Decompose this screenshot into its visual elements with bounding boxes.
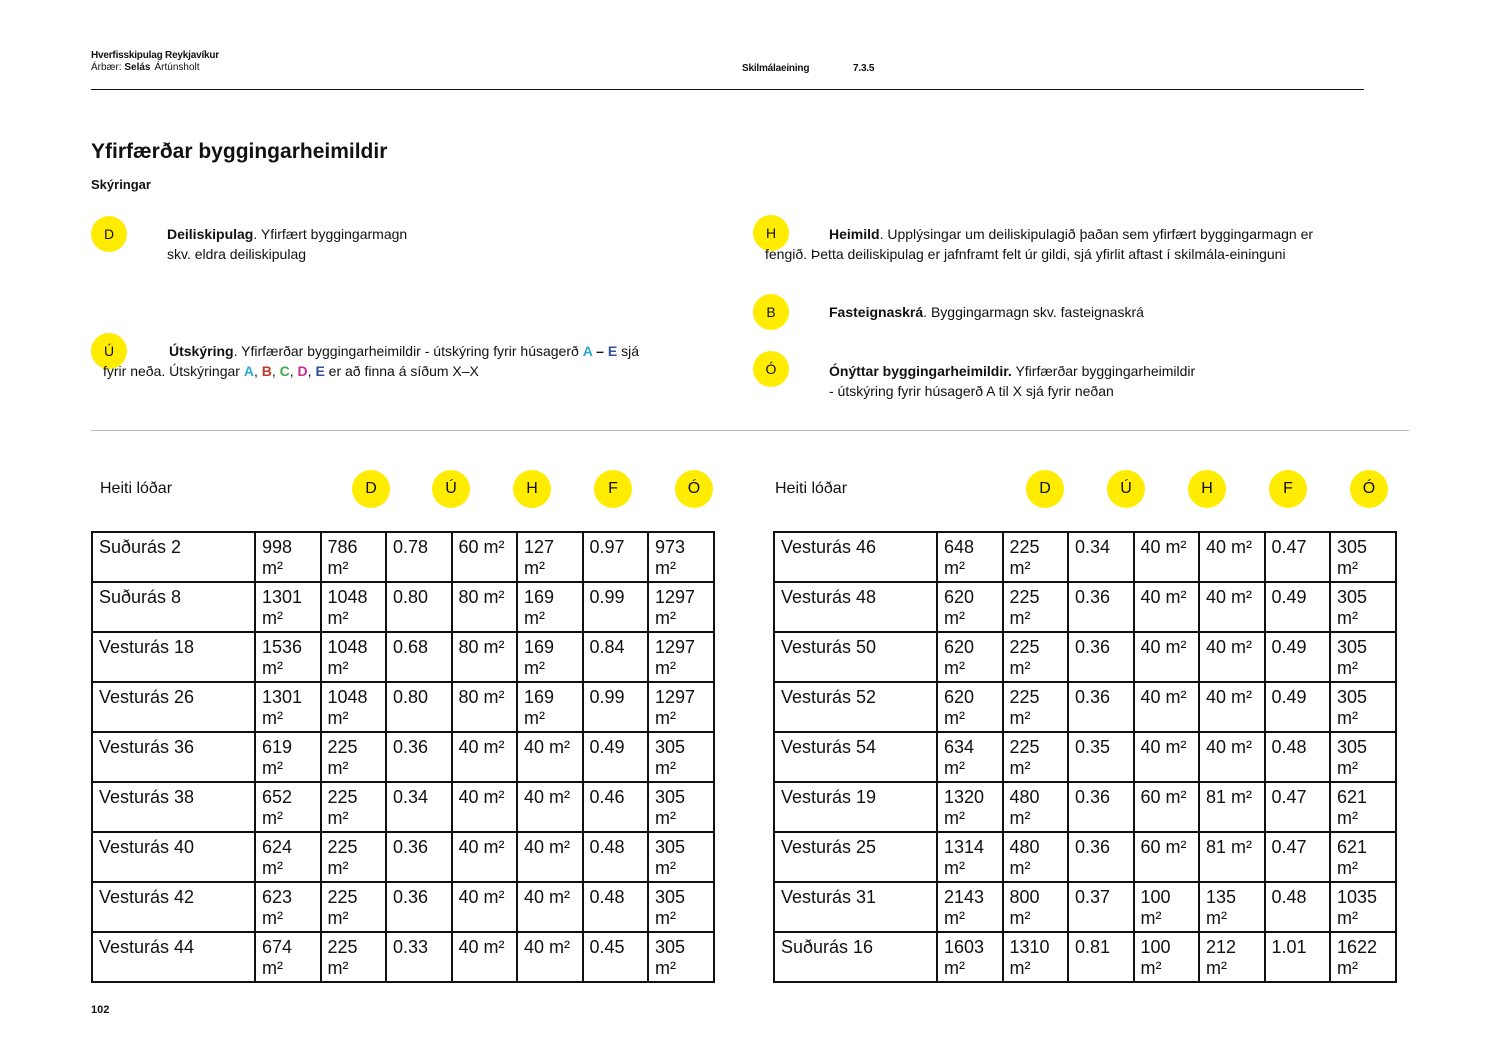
- value-cell: 40 m²: [517, 832, 583, 882]
- value-cell: 305 m²: [648, 732, 714, 782]
- value-cell: 620 m²: [937, 582, 1003, 632]
- legend-text: sjá: [617, 343, 639, 359]
- lot-name-cell: Vesturás 36: [92, 732, 255, 782]
- value-cell: 40 m²: [452, 882, 518, 932]
- table-row: [774, 532, 1396, 582]
- table-row: [774, 782, 1396, 832]
- value-cell: 40 m²: [517, 782, 583, 832]
- value-cell: 800 m²: [1003, 882, 1069, 932]
- document-subtitle: [91, 62, 200, 73]
- legend-badge-o: Ó: [753, 351, 789, 387]
- document-title: Hverfisskipulag Reykjavíkur: [91, 50, 219, 61]
- value-cell: 40 m²: [1199, 582, 1265, 632]
- value-cell: 621 m²: [1330, 782, 1396, 832]
- column-header-d: D: [352, 470, 390, 508]
- lot-name-cell: Vesturás 38: [92, 782, 255, 832]
- value-cell: 135 m²: [1199, 882, 1265, 932]
- value-cell: 80 m²: [452, 582, 518, 632]
- value-cell: 0.36: [1068, 582, 1134, 632]
- value-cell: 305 m²: [1330, 682, 1396, 732]
- dash: –: [592, 343, 608, 359]
- value-cell: 225 m²: [1003, 732, 1069, 782]
- value-cell: 225 m²: [321, 782, 387, 832]
- comma: ,: [307, 363, 316, 379]
- value-cell: 0.49: [1265, 682, 1331, 732]
- lot-name-cell: Vesturás 44: [92, 932, 255, 982]
- value-cell: 1.01: [1265, 932, 1331, 982]
- value-cell: 80 m²: [452, 682, 518, 732]
- value-cell: 0.49: [1265, 582, 1331, 632]
- value-cell: 225 m²: [1003, 682, 1069, 732]
- value-cell: 786 m²: [321, 532, 387, 582]
- value-cell: 0.80: [386, 582, 452, 632]
- lot-name-cell: Vesturás 46: [774, 532, 937, 582]
- letter-e: E: [315, 363, 325, 379]
- value-cell: 0.48: [583, 882, 649, 932]
- value-cell: 0.34: [1068, 532, 1134, 582]
- lot-name-cell: Suðurás 2: [92, 532, 255, 582]
- value-cell: 40 m²: [517, 932, 583, 982]
- value-cell: 0.81: [1068, 932, 1134, 982]
- value-cell: 1301 m²: [255, 682, 321, 732]
- table-row: [92, 732, 714, 782]
- value-cell: 1297 m²: [648, 682, 714, 732]
- value-cell: 225 m²: [321, 732, 387, 782]
- value-cell: 1536 m²: [255, 632, 321, 682]
- value-cell: 0.33: [386, 932, 452, 982]
- legend-item-h: [765, 224, 1355, 264]
- value-cell: 40 m²: [1199, 632, 1265, 682]
- legend-heading: Skýringar: [91, 177, 151, 192]
- table-row: [774, 682, 1396, 732]
- value-cell: 305 m²: [648, 882, 714, 932]
- legend-text: - útskýring fyrir húsagerð A til X sjá fyrir neðan: [829, 383, 1114, 399]
- legend-badge-u: Ú: [91, 333, 127, 369]
- value-cell: 40 m²: [517, 882, 583, 932]
- legend-term: Ónýttar byggingarheimildir.: [829, 363, 1012, 379]
- column-header-h: H: [1188, 470, 1226, 508]
- right-data-table: [773, 531, 1397, 983]
- table-row: [774, 632, 1396, 682]
- legend-term: Heimild: [829, 226, 880, 242]
- value-cell: 169 m²: [517, 632, 583, 682]
- lot-name-cell: Vesturás 42: [92, 882, 255, 932]
- lot-name-cell: Suðurás 16: [774, 932, 937, 982]
- value-cell: 225 m²: [321, 832, 387, 882]
- value-cell: 1301 m²: [255, 582, 321, 632]
- subtitle-prefix: Árbær:: [91, 62, 125, 73]
- legend-term: Útskýring: [169, 343, 234, 359]
- comma: ,: [289, 363, 298, 379]
- value-cell: 81 m²: [1199, 832, 1265, 882]
- value-cell: 480 m²: [1003, 782, 1069, 832]
- value-cell: 40 m²: [1134, 682, 1200, 732]
- subtitle-area-b: Ártúnsholt: [154, 62, 200, 73]
- lot-name-cell: Vesturás 26: [92, 682, 255, 732]
- value-cell: 0.36: [386, 832, 452, 882]
- header-divider: [91, 89, 1364, 90]
- value-cell: 480 m²: [1003, 832, 1069, 882]
- table-row: [774, 932, 1396, 982]
- column-header-d: D: [1026, 470, 1064, 508]
- table-row: [92, 582, 714, 632]
- letter-a: A: [582, 343, 593, 359]
- value-cell: 40 m²: [1134, 532, 1200, 582]
- value-cell: 0.48: [1265, 732, 1331, 782]
- value-cell: 0.47: [1265, 782, 1331, 832]
- value-cell: 2143 m²: [937, 882, 1003, 932]
- lot-name-cell: Vesturás 25: [774, 832, 937, 882]
- letter-a: A: [243, 363, 254, 379]
- value-cell: 40 m²: [1134, 582, 1200, 632]
- value-cell: 0.49: [1265, 632, 1331, 682]
- table-row: [92, 782, 714, 832]
- value-cell: 225 m²: [1003, 532, 1069, 582]
- lot-name-cell: Vesturás 19: [774, 782, 937, 832]
- value-cell: 40 m²: [452, 782, 518, 832]
- letter-b: B: [261, 363, 272, 379]
- legend-text: . Upplýsingar um deiliskipulagið þaðan sem yfirfært byggingarmagn er fengið. Þetta deiliskipulag er jafnframt felt úr gildi, sjá yfirlit aftast í skilmála-eininguni: [765, 226, 1314, 262]
- value-cell: 100 m²: [1134, 932, 1200, 982]
- value-cell: 619 m²: [255, 732, 321, 782]
- lot-name-cell: Vesturás 31: [774, 882, 937, 932]
- legend-item-u: [103, 341, 683, 381]
- value-cell: 0.36: [386, 732, 452, 782]
- value-cell: 1622 m²: [1330, 932, 1396, 982]
- value-cell: 80 m²: [452, 632, 518, 682]
- value-cell: 305 m²: [1330, 532, 1396, 582]
- legend-text: Yfirfærðar byggingarheimildir: [1011, 363, 1196, 379]
- legend-text: skv. eldra deiliskipulag: [167, 246, 307, 262]
- value-cell: 305 m²: [648, 832, 714, 882]
- value-cell: 623 m²: [255, 882, 321, 932]
- letter-c: C: [279, 363, 290, 379]
- table-row: [92, 682, 714, 732]
- table-row: [774, 732, 1396, 782]
- subtitle-area-a: Selás: [124, 62, 151, 73]
- table-row: [774, 832, 1396, 882]
- table-row: [92, 882, 714, 932]
- value-cell: 1314 m²: [937, 832, 1003, 882]
- section-label: Skilmálaeining: [742, 63, 810, 74]
- value-cell: 1035 m²: [1330, 882, 1396, 932]
- value-cell: 81 m²: [1199, 782, 1265, 832]
- column-header-f: F: [594, 470, 632, 508]
- value-cell: 0.36: [1068, 832, 1134, 882]
- value-cell: 1603 m²: [937, 932, 1003, 982]
- lot-name-cell: Vesturás 52: [774, 682, 937, 732]
- value-cell: 1310 m²: [1003, 932, 1069, 982]
- value-cell: 60 m²: [1134, 782, 1200, 832]
- value-cell: 0.80: [386, 682, 452, 732]
- lot-name-cell: Vesturás 48: [774, 582, 937, 632]
- value-cell: 305 m²: [648, 782, 714, 832]
- value-cell: 100 m²: [1134, 882, 1200, 932]
- page-number: 102: [91, 1004, 110, 1016]
- value-cell: 0.35: [1068, 732, 1134, 782]
- value-cell: 1297 m²: [648, 582, 714, 632]
- value-cell: 40 m²: [1199, 732, 1265, 782]
- value-cell: 60 m²: [452, 532, 518, 582]
- table-row: [92, 632, 714, 682]
- lot-name-cell: Vesturás 50: [774, 632, 937, 682]
- column-header-name: Heiti lóðar: [775, 480, 848, 497]
- value-cell: 0.46: [583, 782, 649, 832]
- value-cell: 0.47: [1265, 832, 1331, 882]
- value-cell: 40 m²: [1134, 732, 1200, 782]
- value-cell: 169 m²: [517, 682, 583, 732]
- table-row: [92, 532, 714, 582]
- value-cell: 1048 m²: [321, 582, 387, 632]
- table-row: [92, 832, 714, 882]
- legend-badge-d: D: [91, 216, 127, 252]
- value-cell: 0.34: [386, 782, 452, 832]
- value-cell: 621 m²: [1330, 832, 1396, 882]
- value-cell: 0.45: [583, 932, 649, 982]
- value-cell: 305 m²: [648, 932, 714, 982]
- value-cell: 648 m²: [937, 532, 1003, 582]
- lot-name-cell: Vesturás 40: [92, 832, 255, 882]
- table-row: [774, 582, 1396, 632]
- value-cell: 652 m²: [255, 782, 321, 832]
- left-data-table: [91, 531, 715, 983]
- value-cell: 169 m²: [517, 582, 583, 632]
- value-cell: 973 m²: [648, 532, 714, 582]
- value-cell: 127 m²: [517, 532, 583, 582]
- value-cell: 0.36: [386, 882, 452, 932]
- value-cell: 40 m²: [452, 732, 518, 782]
- value-cell: 212 m²: [1199, 932, 1265, 982]
- value-cell: 40 m²: [452, 932, 518, 982]
- value-cell: 0.99: [583, 582, 649, 632]
- section-number: 7.3.5: [853, 63, 875, 74]
- legend-text: fyrir neða. Útskýringar: [103, 363, 244, 379]
- legend-text: . Yfirfærðar byggingarheimildir - útskýring fyrir húsagerð: [233, 343, 583, 359]
- value-cell: 40 m²: [1199, 682, 1265, 732]
- column-header-f: F: [1269, 470, 1307, 508]
- value-cell: 1297 m²: [648, 632, 714, 682]
- letter-e: E: [607, 343, 618, 359]
- value-cell: 0.37: [1068, 882, 1134, 932]
- legend-item-b: [829, 302, 1144, 322]
- legend-item-o: [829, 361, 1195, 401]
- value-cell: 40 m²: [452, 832, 518, 882]
- value-cell: 674 m²: [255, 932, 321, 982]
- value-cell: 1320 m²: [937, 782, 1003, 832]
- column-header-o: Ó: [1350, 470, 1388, 508]
- value-cell: 0.99: [583, 682, 649, 732]
- value-cell: 1048 m²: [321, 682, 387, 732]
- value-cell: 0.48: [1265, 882, 1331, 932]
- comma: ,: [253, 363, 262, 379]
- column-header-u: Ú: [1107, 470, 1145, 508]
- value-cell: 225 m²: [1003, 632, 1069, 682]
- value-cell: 0.36: [1068, 782, 1134, 832]
- value-cell: 624 m²: [255, 832, 321, 882]
- column-header-o: Ó: [675, 470, 713, 508]
- value-cell: 40 m²: [1134, 632, 1200, 682]
- value-cell: 0.47: [1265, 532, 1331, 582]
- value-cell: 0.78: [386, 532, 452, 582]
- lot-name-cell: Vesturás 18: [92, 632, 255, 682]
- value-cell: 305 m²: [1330, 732, 1396, 782]
- page-title: Yfirfærðar byggingarheimildir: [91, 140, 388, 163]
- column-header-h: H: [513, 470, 551, 508]
- legend-term: Deiliskipulag: [167, 226, 254, 242]
- letter-d: D: [297, 363, 308, 379]
- value-cell: 305 m²: [1330, 632, 1396, 682]
- legend-term: Fasteignaskrá: [829, 304, 924, 320]
- value-cell: 1048 m²: [321, 632, 387, 682]
- legend-badge-b: B: [753, 294, 789, 330]
- value-cell: 0.36: [1068, 682, 1134, 732]
- value-cell: 0.49: [583, 732, 649, 782]
- value-cell: 620 m²: [937, 632, 1003, 682]
- value-cell: 0.97: [583, 532, 649, 582]
- value-cell: 634 m²: [937, 732, 1003, 782]
- value-cell: 225 m²: [1003, 582, 1069, 632]
- value-cell: 620 m²: [937, 682, 1003, 732]
- value-cell: 40 m²: [517, 732, 583, 782]
- value-cell: 998 m²: [255, 532, 321, 582]
- legend-text: . Byggingarmagn skv. fasteignaskrá: [923, 304, 1144, 320]
- table-row: [774, 882, 1396, 932]
- value-cell: 0.68: [386, 632, 452, 682]
- legend-item-d: [167, 224, 407, 264]
- lot-name-cell: Suðurás 8: [92, 582, 255, 632]
- legend-text: er að finna á síðum X–X: [324, 363, 479, 379]
- comma: ,: [271, 363, 280, 379]
- value-cell: 0.84: [583, 632, 649, 682]
- value-cell: 225 m²: [321, 932, 387, 982]
- value-cell: 40 m²: [1199, 532, 1265, 582]
- legend-badge-h: H: [753, 215, 789, 251]
- section-divider: [91, 430, 1409, 431]
- value-cell: 225 m²: [321, 882, 387, 932]
- column-header-u: Ú: [432, 470, 470, 508]
- column-header-name: Heiti lóðar: [100, 480, 173, 497]
- value-cell: 0.36: [1068, 632, 1134, 682]
- value-cell: 305 m²: [1330, 582, 1396, 632]
- table-row: [92, 932, 714, 982]
- value-cell: 0.48: [583, 832, 649, 882]
- value-cell: 60 m²: [1134, 832, 1200, 882]
- lot-name-cell: Vesturás 54: [774, 732, 937, 782]
- legend-text: . Yfirfært byggingarmagn: [253, 226, 408, 242]
